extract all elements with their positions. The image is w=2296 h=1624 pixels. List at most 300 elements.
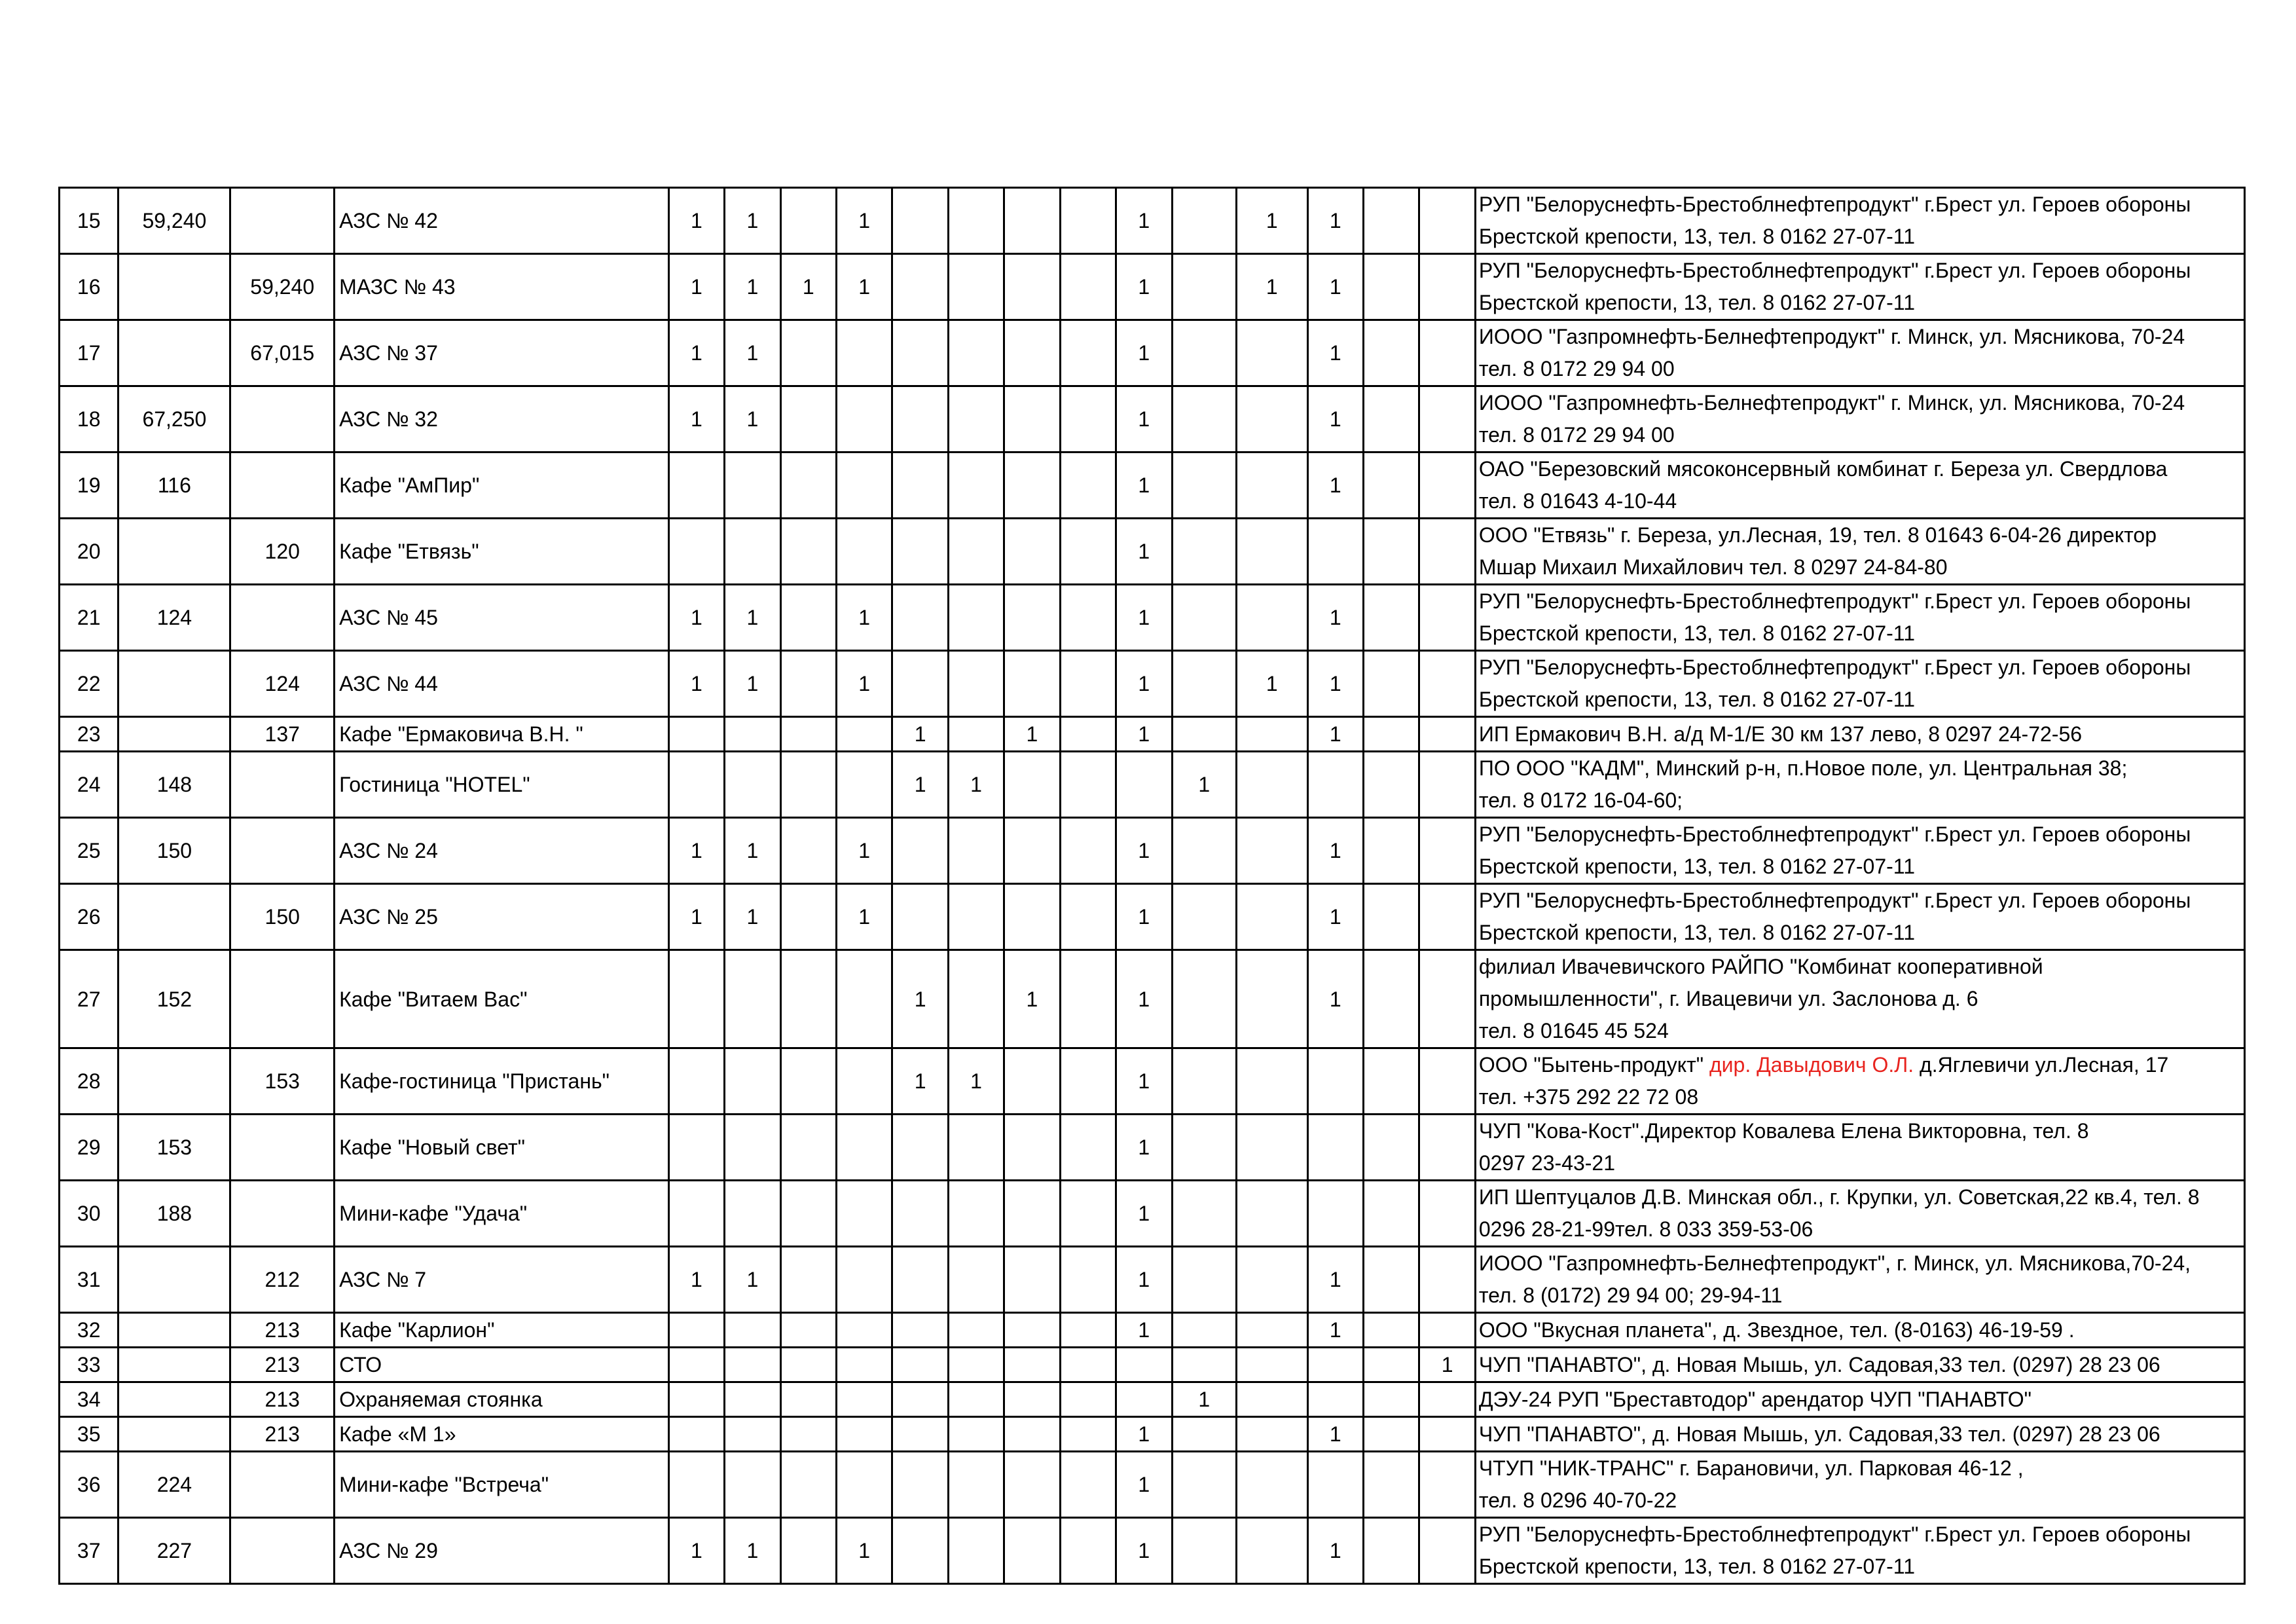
service-mark-cell: 1	[1307, 254, 1363, 320]
table-row	[60, 1181, 2245, 1247]
service-mark-cell	[1004, 884, 1060, 950]
service-mark-cell	[1419, 1382, 1475, 1417]
service-mark-cell: 1	[1307, 884, 1363, 950]
row-number-cell: 19	[60, 452, 118, 519]
service-mark-cell	[1237, 818, 1308, 884]
km-right-cell: 213	[230, 1313, 335, 1348]
row-number-cell: 24	[60, 752, 118, 818]
km-right-cell: 213	[230, 1348, 335, 1382]
service-mark-cell	[1363, 320, 1419, 386]
service-mark-cell: 1	[1237, 188, 1308, 254]
contact-line: РУП "Белоруснефть-Брестоблнефтепродукт" г.Брест ул. Героев обороны	[1478, 259, 2191, 282]
km-left-cell: 152	[118, 950, 230, 1048]
km-left-cell: 59,240	[118, 188, 230, 254]
km-left-cell: 150	[118, 818, 230, 884]
service-mark-cell	[1116, 1382, 1172, 1417]
service-mark-cell	[1363, 452, 1419, 519]
km-left-cell	[118, 651, 230, 717]
object-name-cell: АЗС № 29	[335, 1518, 669, 1584]
service-mark-cell: 1	[836, 188, 892, 254]
service-mark-cell	[1237, 1313, 1308, 1348]
service-mark-cell	[1004, 188, 1060, 254]
service-mark-cell	[892, 585, 948, 651]
service-mark-cell	[1363, 752, 1419, 818]
service-mark-cell	[725, 1417, 780, 1452]
contact-line: тел. 8 0296 40-70-22	[1478, 1488, 1677, 1512]
service-mark-cell: 1	[668, 884, 724, 950]
service-mark-cell	[1237, 1115, 1308, 1181]
owner-contact-cell	[1475, 1313, 2244, 1348]
service-mark-cell	[1363, 1313, 1419, 1348]
km-right-cell	[230, 452, 335, 519]
object-name-cell: Кафе "Новый свет"	[335, 1115, 669, 1181]
row-number-cell: 35	[60, 1417, 118, 1452]
service-mark-cell: 1	[725, 884, 780, 950]
service-mark-cell: 1	[668, 585, 724, 651]
km-right-cell	[230, 752, 335, 818]
service-mark-cell: 1	[1116, 1518, 1172, 1584]
contact-line: ИП Ермакович В.Н. а/д М-1/Е 30 км 137 лево, 8 0297 24-72-56	[1478, 722, 2083, 746]
service-mark-cell: 1	[1116, 950, 1172, 1048]
service-mark-cell: 1	[668, 818, 724, 884]
service-mark-cell: 1	[1116, 818, 1172, 884]
service-mark-cell	[836, 1313, 892, 1348]
owner-contact-cell	[1475, 1181, 2244, 1247]
object-name-cell: АЗС № 25	[335, 884, 669, 950]
contact-director-highlight: дир. Давыдович О.Л.	[1709, 1053, 1914, 1077]
service-mark-cell	[1237, 884, 1308, 950]
service-mark-cell	[948, 1417, 1004, 1452]
service-mark-cell	[1363, 1417, 1419, 1452]
row-number-cell: 34	[60, 1382, 118, 1417]
service-mark-cell: 1	[725, 1518, 780, 1584]
service-mark-cell: 1	[725, 188, 780, 254]
service-mark-cell	[780, 1247, 836, 1313]
table-row	[60, 1348, 2245, 1382]
service-mark-cell	[780, 320, 836, 386]
service-mark-cell	[1307, 1348, 1363, 1382]
contact-line: Брестской крепости, 13, тел. 8 0162 27-07-11	[1478, 291, 1915, 314]
table-row	[60, 818, 2245, 884]
service-mark-cell	[1419, 1518, 1475, 1584]
table-row	[60, 884, 2245, 950]
service-mark-cell: 1	[725, 1247, 780, 1313]
row-number-cell: 15	[60, 188, 118, 254]
service-mark-cell: 1	[1116, 585, 1172, 651]
service-mark-cell	[1419, 950, 1475, 1048]
table-row	[60, 1382, 2245, 1417]
service-mark-cell	[1004, 1115, 1060, 1181]
table-row	[60, 717, 2245, 752]
km-left-cell	[118, 717, 230, 752]
table-row	[60, 386, 2245, 452]
service-mark-cell	[1363, 1348, 1419, 1382]
service-mark-cell	[892, 1518, 948, 1584]
km-right-cell: 124	[230, 651, 335, 717]
service-mark-cell	[836, 1417, 892, 1452]
service-mark-cell	[948, 1518, 1004, 1584]
service-mark-cell	[948, 1348, 1004, 1382]
service-mark-cell	[1307, 1181, 1363, 1247]
service-mark-cell	[948, 950, 1004, 1048]
contact-line: Брестской крепости, 13, тел. 8 0162 27-07-11	[1478, 921, 1915, 944]
service-mark-cell: 1	[836, 818, 892, 884]
service-mark-cell	[1004, 519, 1060, 585]
object-name-cell: АЗС № 7	[335, 1247, 669, 1313]
object-name-cell: АЗС № 37	[335, 320, 669, 386]
service-mark-cell: 1	[1116, 1181, 1172, 1247]
service-mark-cell	[725, 1115, 780, 1181]
km-left-cell	[118, 519, 230, 585]
service-mark-cell	[668, 752, 724, 818]
contact-line: Брестской крепости, 13, тел. 8 0162 27-07-11	[1478, 1555, 1915, 1578]
contact-line: ООО "Вкусная планета", д. Звездное, тел. (8-0163) 46-19-59 .	[1478, 1318, 2075, 1342]
km-left-cell	[118, 1348, 230, 1382]
contact-line: РУП "Белоруснефть-Брестоблнефтепродукт" г.Брест ул. Героев обороны	[1478, 1522, 2191, 1546]
km-left-cell: 153	[118, 1115, 230, 1181]
owner-contact-cell	[1475, 1115, 2244, 1181]
km-right-cell	[230, 585, 335, 651]
contact-line: тел. 8 01645 45 524	[1478, 1019, 1669, 1043]
table-row	[60, 1417, 2245, 1452]
service-mark-cell: 1	[1116, 884, 1172, 950]
service-mark-cell: 1	[1116, 519, 1172, 585]
table-row	[60, 1048, 2245, 1115]
service-mark-cell	[1237, 585, 1308, 651]
service-mark-cell	[948, 254, 1004, 320]
service-mark-cell	[892, 1452, 948, 1518]
service-mark-cell	[668, 1348, 724, 1382]
service-mark-cell	[1237, 386, 1308, 452]
km-left-cell: 148	[118, 752, 230, 818]
object-name-cell: СТО	[335, 1348, 669, 1382]
service-mark-cell: 1	[1116, 1417, 1172, 1452]
contact-line: Брестской крепости, 13, тел. 8 0162 27-07-11	[1478, 855, 1915, 878]
service-mark-cell	[668, 1048, 724, 1115]
owner-contact-cell	[1475, 188, 2244, 254]
owner-contact-cell	[1475, 254, 2244, 320]
service-mark-cell: 1	[668, 320, 724, 386]
table-row	[60, 1452, 2245, 1518]
contact-line: Мшар Михаил Михайлович тел. 8 0297 24-84-80	[1478, 555, 1948, 579]
service-mark-cell	[668, 1181, 724, 1247]
service-mark-cell	[1004, 1452, 1060, 1518]
service-mark-cell: 1	[1004, 950, 1060, 1048]
service-mark-cell	[1419, 452, 1475, 519]
service-mark-cell	[1060, 1048, 1116, 1115]
service-mark-cell: 1	[1237, 254, 1308, 320]
service-mark-cell	[1237, 717, 1308, 752]
km-right-cell: 212	[230, 1247, 335, 1313]
service-mark-cell	[1060, 1348, 1116, 1382]
service-mark-cell	[668, 1115, 724, 1181]
service-mark-cell	[948, 1181, 1004, 1247]
km-right-cell: 153	[230, 1048, 335, 1115]
service-mark-cell: 1	[725, 386, 780, 452]
service-mark-cell	[1172, 585, 1237, 651]
service-mark-cell	[1060, 950, 1116, 1048]
service-mark-cell	[780, 950, 836, 1048]
service-mark-cell	[948, 1313, 1004, 1348]
service-mark-cell	[780, 1452, 836, 1518]
service-mark-cell	[1060, 1181, 1116, 1247]
service-mark-cell	[1060, 752, 1116, 818]
contact-line: ИООО "Газпромнефть-Белнефтепродукт" г. Минск, ул. Мясникова, 70-24	[1478, 325, 2185, 348]
contact-line: ОАО "Березовский мясоконсервный комбинат г. Береза ул. Свердлова	[1478, 457, 2168, 481]
row-number-cell: 25	[60, 818, 118, 884]
service-mark-cell	[668, 1313, 724, 1348]
service-mark-cell	[1237, 452, 1308, 519]
owner-contact-cell	[1475, 1417, 2244, 1452]
km-left-cell	[118, 1048, 230, 1115]
service-mark-cell	[836, 1452, 892, 1518]
km-right-cell	[230, 818, 335, 884]
km-right-cell: 150	[230, 884, 335, 950]
service-mark-cell: 1	[725, 585, 780, 651]
service-mark-cell	[1363, 1048, 1419, 1115]
service-mark-cell	[1237, 1181, 1308, 1247]
contact-line: РУП "Белоруснефть-Брестоблнефтепродукт" г.Брест ул. Героев обороны	[1478, 889, 2191, 912]
service-mark-cell	[1116, 752, 1172, 818]
service-mark-cell	[780, 1417, 836, 1452]
contact-line: 0296 28-21-99тел. 8 033 359-53-06	[1478, 1217, 1813, 1241]
service-mark-cell	[1419, 818, 1475, 884]
service-mark-cell	[725, 752, 780, 818]
object-name-cell: Кафе "Карлион"	[335, 1313, 669, 1348]
service-mark-cell	[948, 1452, 1004, 1518]
service-mark-cell	[725, 519, 780, 585]
service-mark-cell	[780, 585, 836, 651]
service-mark-cell	[1116, 1348, 1172, 1382]
contact-org-text: ООО "Бытень-продукт"	[1478, 1053, 1709, 1077]
service-mark-cell	[1004, 1518, 1060, 1584]
service-mark-cell	[780, 452, 836, 519]
service-mark-cell: 1	[1307, 717, 1363, 752]
service-mark-cell: 1	[1419, 1348, 1475, 1382]
service-mark-cell	[1419, 717, 1475, 752]
service-mark-cell	[1060, 1115, 1116, 1181]
object-name-cell: АЗС № 44	[335, 651, 669, 717]
contact-line: РУП "Белоруснефть-Брестоблнефтепродукт" г.Брест ул. Героев обороны	[1478, 193, 2191, 216]
service-mark-cell	[1363, 651, 1419, 717]
service-mark-cell	[668, 1452, 724, 1518]
service-mark-cell	[1237, 1382, 1308, 1417]
service-mark-cell	[892, 1181, 948, 1247]
service-mark-cell	[780, 818, 836, 884]
km-left-cell: 116	[118, 452, 230, 519]
service-mark-cell: 1	[948, 1048, 1004, 1115]
km-left-cell	[118, 1417, 230, 1452]
service-mark-cell	[1060, 1417, 1116, 1452]
contact-line: ЧУП "ПАНАВТО", д. Новая Мышь, ул. Садовая,33 тел. (0297) 28 23 06	[1478, 1352, 2160, 1376]
contact-line: ДЭУ-24 РУП "Бреставтодор" арендатор ЧУП "ПАНАВТО"	[1478, 1387, 2032, 1411]
service-mark-cell	[836, 1348, 892, 1382]
owner-contact-cell	[1475, 651, 2244, 717]
service-mark-cell	[892, 1417, 948, 1452]
service-mark-cell: 1	[836, 884, 892, 950]
km-left-cell: 67,250	[118, 386, 230, 452]
row-number-cell: 18	[60, 386, 118, 452]
contact-line: РУП "Белоруснефть-Брестоблнефтепродукт" г.Брест ул. Героев обороны	[1478, 655, 2191, 679]
service-mark-cell	[725, 452, 780, 519]
service-mark-cell	[1419, 386, 1475, 452]
service-mark-cell	[725, 1452, 780, 1518]
km-right-cell	[230, 1115, 335, 1181]
km-right-cell: 213	[230, 1382, 335, 1417]
km-right-cell: 59,240	[230, 254, 335, 320]
km-right-cell	[230, 188, 335, 254]
row-number-cell: 23	[60, 717, 118, 752]
km-left-cell	[118, 320, 230, 386]
service-mark-cell	[1419, 1417, 1475, 1452]
service-mark-cell: 1	[1004, 717, 1060, 752]
service-mark-cell	[892, 254, 948, 320]
service-mark-cell	[1363, 884, 1419, 950]
service-mark-cell	[780, 1313, 836, 1348]
service-mark-cell	[1004, 254, 1060, 320]
service-mark-cell	[725, 950, 780, 1048]
service-mark-cell	[1004, 320, 1060, 386]
table-row	[60, 752, 2245, 818]
service-mark-cell	[1237, 1417, 1308, 1452]
contact-line: Брестской крепости, 13, тел. 8 0162 27-07-11	[1478, 225, 1915, 248]
contact-line: тел. 8 (0172) 29 94 00; 29-94-11	[1478, 1283, 1783, 1307]
owner-contact-cell	[1475, 1452, 2244, 1518]
object-name-cell: АЗС № 42	[335, 188, 669, 254]
contact-line: тел. 8 0172 16-04-60;	[1478, 788, 1683, 812]
service-mark-cell	[948, 818, 1004, 884]
service-mark-cell: 1	[892, 950, 948, 1048]
owner-contact-cell	[1475, 585, 2244, 651]
service-mark-cell	[1172, 717, 1237, 752]
service-mark-cell: 1	[892, 717, 948, 752]
service-mark-cell	[1060, 585, 1116, 651]
service-mark-cell	[1363, 188, 1419, 254]
service-mark-cell	[780, 188, 836, 254]
service-mark-cell	[668, 519, 724, 585]
km-right-cell	[230, 1452, 335, 1518]
service-mark-cell	[1363, 254, 1419, 320]
contact-line: Брестской крепости, 13, тел. 8 0162 27-07-11	[1478, 621, 1915, 645]
service-mark-cell: 1	[1116, 188, 1172, 254]
service-mark-cell	[1419, 651, 1475, 717]
service-mark-cell: 1	[1172, 1382, 1237, 1417]
service-mark-cell	[780, 884, 836, 950]
contact-line: ЧТУП "НИК-ТРАНС" г. Барановичи, ул. Парковая 46-12 ,	[1478, 1456, 2024, 1480]
service-mark-cell	[892, 519, 948, 585]
contact-line: РУП "Белоруснефть-Брестоблнефтепродукт" г.Брест ул. Героев обороны	[1478, 822, 2191, 846]
object-name-cell: Мини-кафе "Встреча"	[335, 1452, 669, 1518]
owner-contact-cell	[1475, 1518, 2244, 1584]
service-mark-cell	[1004, 1382, 1060, 1417]
service-mark-cell	[892, 1382, 948, 1417]
service-mark-cell: 1	[948, 752, 1004, 818]
object-name-cell: Кафе "Ермаковича В.Н. "	[335, 717, 669, 752]
object-name-cell: Кафе "АмПир"	[335, 452, 669, 519]
table-row	[60, 452, 2245, 519]
service-mark-cell	[1237, 1048, 1308, 1115]
service-mark-cell	[1419, 1048, 1475, 1115]
service-mark-cell	[1172, 1247, 1237, 1313]
service-mark-cell: 1	[1307, 1247, 1363, 1313]
service-mark-cell	[1419, 254, 1475, 320]
service-mark-cell	[1004, 1048, 1060, 1115]
service-mark-cell	[948, 386, 1004, 452]
service-mark-cell	[668, 1417, 724, 1452]
service-mark-cell	[948, 717, 1004, 752]
service-mark-cell: 1	[1307, 651, 1363, 717]
service-mark-cell: 1	[1307, 188, 1363, 254]
service-mark-cell	[780, 1518, 836, 1584]
km-right-cell	[230, 1518, 335, 1584]
service-mark-cell	[725, 1348, 780, 1382]
contact-line: тел. +375 292 22 72 08	[1478, 1085, 1699, 1109]
service-mark-cell	[1419, 1452, 1475, 1518]
row-number-cell: 33	[60, 1348, 118, 1382]
service-mark-cell	[1060, 717, 1116, 752]
service-mark-cell	[1060, 884, 1116, 950]
service-mark-cell: 1	[1116, 452, 1172, 519]
object-name-cell: АЗС № 32	[335, 386, 669, 452]
service-mark-cell: 1	[1307, 1417, 1363, 1452]
km-left-cell: 124	[118, 585, 230, 651]
service-mark-cell: 1	[1307, 585, 1363, 651]
service-mark-cell: 1	[1116, 717, 1172, 752]
service-mark-cell: 1	[1116, 320, 1172, 386]
service-mark-cell	[1363, 717, 1419, 752]
service-mark-cell	[1363, 1115, 1419, 1181]
service-mark-cell	[892, 386, 948, 452]
service-mark-cell	[780, 651, 836, 717]
service-mark-cell	[1004, 585, 1060, 651]
service-mark-cell	[836, 752, 892, 818]
contact-line: 0297 23-43-21	[1478, 1151, 1615, 1175]
owner-contact-cell	[1475, 1382, 2244, 1417]
contact-line: ПО ООО "КАДМ", Минский р-н, п.Новое поле, ул. Центральная 38;	[1478, 756, 2128, 780]
service-mark-cell: 1	[1307, 1313, 1363, 1348]
service-mark-cell	[1237, 752, 1308, 818]
service-mark-cell	[1363, 386, 1419, 452]
service-mark-cell	[948, 651, 1004, 717]
contact-line: ООО "Етвязь" г. Береза, ул.Лесная, 19, тел. 8 01643 6-04-26 директор	[1478, 523, 2157, 547]
service-mark-cell: 1	[1116, 651, 1172, 717]
service-mark-cell: 1	[725, 320, 780, 386]
service-mark-cell: 1	[1237, 651, 1308, 717]
service-mark-cell	[892, 651, 948, 717]
object-name-cell: Кафе «М 1»	[335, 1417, 669, 1452]
service-mark-cell	[948, 585, 1004, 651]
service-mark-cell	[948, 188, 1004, 254]
row-number-cell: 16	[60, 254, 118, 320]
service-mark-cell	[948, 1247, 1004, 1313]
service-mark-cell	[780, 386, 836, 452]
table-row	[60, 1313, 2245, 1348]
service-mark-cell	[1307, 519, 1363, 585]
service-mark-cell	[1172, 950, 1237, 1048]
km-left-cell	[118, 884, 230, 950]
service-mark-cell	[1237, 1518, 1308, 1584]
service-mark-cell: 1	[1116, 1247, 1172, 1313]
service-mark-cell	[1060, 386, 1116, 452]
row-number-cell: 31	[60, 1247, 118, 1313]
table-row	[60, 651, 2245, 717]
service-mark-cell	[780, 1048, 836, 1115]
contact-line: тел. 8 0172 29 94 00	[1478, 357, 1675, 380]
service-mark-cell: 1	[668, 188, 724, 254]
owner-contact-cell	[1475, 320, 2244, 386]
contact-line: ИП Шептуцалов Д.В. Минская обл., г. Крупки, ул. Советская,22 кв.4, тел. 8	[1478, 1185, 2200, 1209]
contact-line: тел. 8 0172 29 94 00	[1478, 423, 1675, 447]
